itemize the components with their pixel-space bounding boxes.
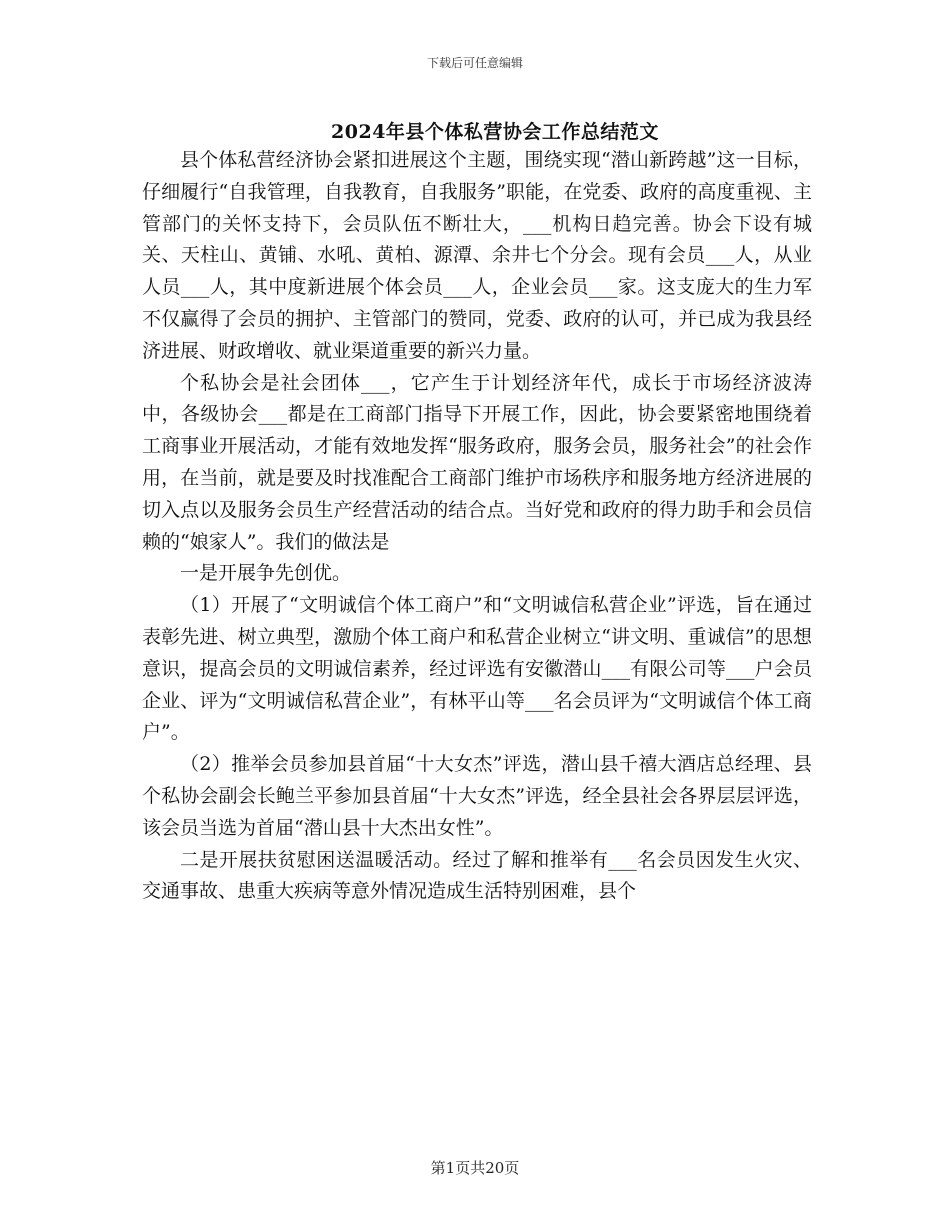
paragraph-5: （2）推举会员参加县首届“十大女杰”评选，潜山县千禧大酒店总经理、县个私协会副会长鲍兰平参加县首届“十大女杰”评选，经全县社会各界层层评选，该会员当选为首届“潜山县十大杰出女性”。 xyxy=(142,753,812,839)
page-number-footer: 第1页共20页 xyxy=(430,1159,520,1177)
paragraph-6: 二是开展扶贫慰困送温暖活动。经过了解和推举有___名会员因发生火灾、交通事故、患重大疾病等意外情况造成生活特别困难，县个 xyxy=(142,848,812,903)
paragraph-2: 个私协会是社会团体___，它产生于计划经济年代，成长于市场经济波涛中，各级协会___都是在工商部门指导下开展工作，因此，协会要紧密地围绕着工商事业开展活动，才能有效地发挥“服务政府，服务会员，服务社会”的社会作用，在当前，就是要及时找准配合工商部门维护市场秩序和服务地方经济进展的切入点以及服务会员生产经营活动的结合点。当好党和政府的得力助手和会员信赖的“娘家人”。我们的做法是 xyxy=(142,371,812,553)
paragraph-3: 一是开展争先创优。 xyxy=(180,562,352,585)
document-title: 2024年县个体私营协会工作总结范文 xyxy=(331,121,659,143)
document-body xyxy=(142,145,812,908)
header-note: 下载后可任意编辑 xyxy=(426,56,523,70)
paragraph-4: （1）开展了“文明诚信个体工商户”和“文明诚信私营企业”评选，旨在通过表彰先进、树立典型，激励个体工商户和私营企业树立“讲文明、重诚信”的思想意识，提高会员的文明诚信素养，经过评选有安徽潜山___有限公司等___户会员企业、评为“文明诚信私营企业”，有林平山等___名会员评为“文明诚信个体工商户”。 xyxy=(142,594,812,744)
paragraph-1: 县个体私营经济协会紧扣进展这个主题，围绕实现“潜山新跨越”这一目标，仔细履行“自我管理，自我教育，自我服务”职能，在党委、政府的高度重视、主管部门的关怀支持下，会员队伍不断壮大，___机构日趋完善。协会下设有城关、天柱山、黄铺、水吼、黄柏、源潭、余井七个分会。现有会员___人，从业人员___人，其中度新进展个体会员___人，企业会员___家。这支庞大的生力军不仅赢得了会员的拥护、主管部门的赞同，党委、政府的认可，并已成为我县经济进展、财政增收、就业渠道重要的新兴力量。 xyxy=(142,149,812,362)
